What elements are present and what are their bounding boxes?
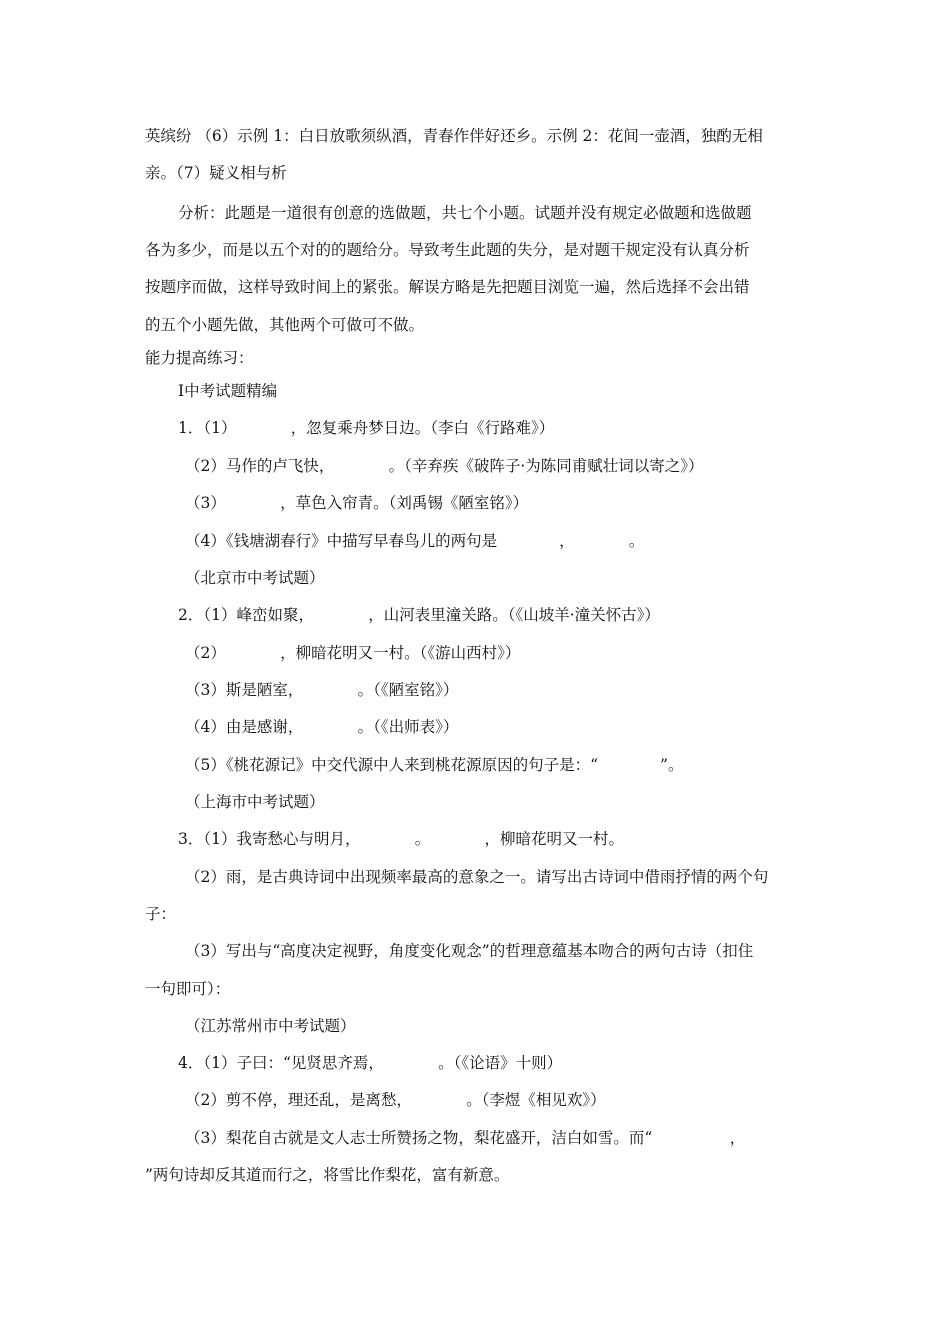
question-item: （3） ，草色入帘青。（刘禹锡《陋室铭》） xyxy=(185,494,529,512)
question-item: （2）剪不停，理还乱，是离愁， 。（李煜《相见欢》） xyxy=(185,1091,606,1109)
question-item: （2）雨，是古典诗词中出现频率最高的意象之一。请写出古诗词中借雨抒情的两个句 xyxy=(185,868,769,886)
text-line: 一句即可）： xyxy=(145,980,231,998)
text-line: 英缤纷 （6）示例 1：白日放歌须纵酒，青春作伴好还乡。示例 2：花间一壶酒，独酌无相 xyxy=(145,127,763,145)
question-item: （2）马作的卢飞快， 。（辛弃疾《破阵子·为陈同甫赋壮词以寄之》） xyxy=(185,457,704,475)
source-note: （上海市中考试题） xyxy=(185,793,325,811)
source-note: （北京市中考试题） xyxy=(185,569,325,587)
question-item: （4）《钱塘湖春行》中描写早春鸟儿的两句是 ， 。 xyxy=(185,532,645,550)
section-heading: 能力提高练习： xyxy=(145,349,254,367)
text-line: 亲。（7）疑义相与析 xyxy=(145,164,287,182)
question-item: 4．（1）子曰：“见贤思齐焉， 。（《论语》十则） xyxy=(178,1054,563,1072)
question-item: （4）由是感谢， 。（《出师表》） xyxy=(185,718,459,736)
question-item: （5）《桃花源记》中交代源中人来到桃花源原因的句子是：“ ”。 xyxy=(185,756,684,774)
question-item: （3）斯是陋室， 。（《陋室铭》） xyxy=(185,681,459,699)
text-line: 分析：此题是一道很有创意的选做题，共七个小题。试题并没有规定必做题和选做题 xyxy=(178,204,752,222)
question-item: （3）写出与“高度决定视野，角度变化观念”的哲理意蕴基本吻合的两句古诗（扣住 xyxy=(185,942,754,960)
text-line: ”两句诗却反其道而行之，将雪比作梨花，富有新意。 xyxy=(145,1166,510,1184)
text-line: 的五个小题先做，其他两个可做可不做。 xyxy=(145,316,425,334)
text-line: 各为多少，而是以五个对的的题给分。导致考生此题的失分，是对题干规定没有认真分析 xyxy=(145,241,750,259)
question-item: 3．（1）我寄愁心与明月， 。 ，柳暗花明又一村。 xyxy=(178,830,624,848)
section-subheading: Ⅰ中考试题精编 xyxy=(178,382,278,400)
question-item: 2．（1）峰峦如聚， ，山河表里潼关路。（《山坡羊·潼关怀古》） xyxy=(178,606,660,624)
source-note: （江苏常州市中考试题） xyxy=(185,1017,356,1035)
text-line: 按题序而做，这样导致时间上的紧张。解误方略是先把题目浏览一遍，然后选择不会出错 xyxy=(145,278,750,296)
question-item: （2） ，柳暗花明又一村。（《游山西村》） xyxy=(185,644,521,662)
question-item: （3）梨花自古就是文人志士所赞扬之物，梨花盛开，洁白如雪。而“ ， xyxy=(185,1129,746,1147)
text-line: 子： xyxy=(145,905,177,923)
question-item: 1．（1） ，忽复乘舟梦日边。（李白《行路难》） xyxy=(178,419,555,437)
